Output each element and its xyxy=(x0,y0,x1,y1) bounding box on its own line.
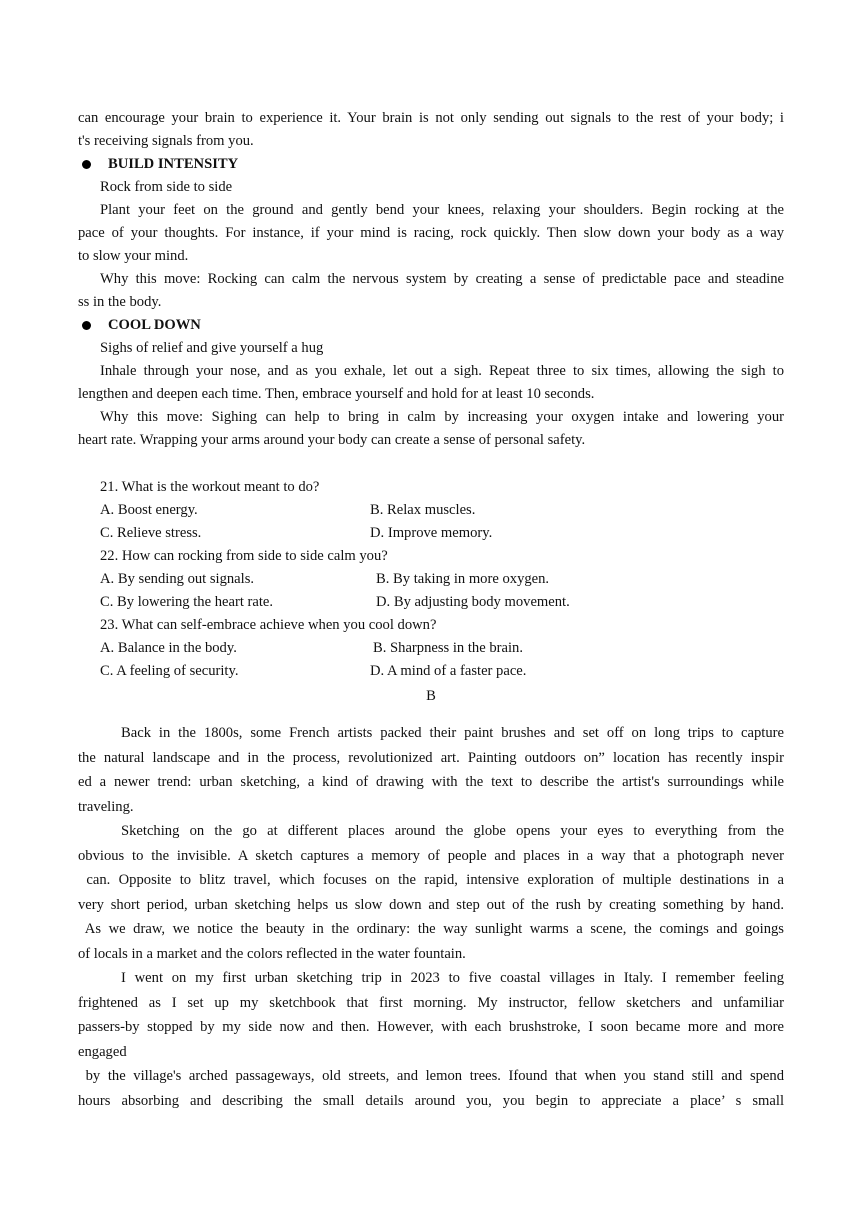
passage-b-p2-line-5: As we draw, we notice the beauty in the ordinary: the way sunlight warms a scene, the comings and goings xyxy=(78,921,784,937)
question-23-option-a: A. Balance in the body. xyxy=(100,640,237,656)
passage-b-p1-line-3: ed a newer trend: urban sketching, a kind of drawing with the text to describe the artist's surroundings while xyxy=(78,774,784,790)
passage-b-p2-line-4: very short period, urban sketching helps us slow down and step out of the rush by creating something by hand. xyxy=(78,897,784,913)
section-subheading: Rock from side to side xyxy=(100,179,233,195)
section1-p2-line-2: ss in the body. xyxy=(78,294,162,310)
section1-p1-line-3: to slow your mind. xyxy=(78,248,189,264)
section2-p1-line-1: Inhale through your nose, and as you exhale, let out a sigh. Repeat three to six times, allowing the sigh to xyxy=(100,363,784,379)
question-21-option-c: C. Relieve stress. xyxy=(100,525,202,541)
question-21: 21. What is the workout meant to do? xyxy=(100,479,320,495)
question-21-option-b: B. Relax muscles. xyxy=(370,502,476,518)
section1-p2-line-1: Why this move: Rocking can calm the nervous system by creating a sense of predictable pace and steadine xyxy=(100,271,784,287)
passage-b-p1-line-1: Back in the 1800s, some French artists packed their paint brushes and set off on long trips to capture xyxy=(121,725,784,741)
passage-b-p3-line-6: hours absorbing and describing the small details around you, you begin to appreciate a place’ s small xyxy=(78,1093,784,1109)
passage-b-p3-line-5: by the village's arched passageways, old streets, and lemon trees. Ifound that when you stand still and spend xyxy=(78,1068,784,1084)
passage-b-p3-line-1: I went on my first urban sketching trip in 2023 to five coastal villages in Italy. I remember feeling xyxy=(121,970,784,986)
section2-p2-line-1: Why this move: Sighing can help to bring in calm by increasing your oxygen intake and lowering your xyxy=(100,409,784,425)
passage-b-p3-line-3: passers-by stopped by my side now and then. However, with each brushstroke, I soon became more and more xyxy=(78,1019,784,1035)
passage-b-p2-line-1: Sketching on the go at different places around the globe opens your eyes to everything from the xyxy=(121,823,784,839)
passage-b-p2-line-3: can. Opposite to blitz travel, which focuses on the rapid, intensive exploration of multiple destinations in a xyxy=(78,872,784,888)
passage-label: B xyxy=(426,688,436,704)
question-21-option-a: A. Boost energy. xyxy=(100,502,198,518)
section1-p1-line-2: pace of your thoughts. For instance, if your mind is racing, rock quickly. Then slow down your body as a way xyxy=(78,225,784,241)
question-22-option-d: D. By adjusting body movement. xyxy=(376,594,570,610)
section1-p1-line-1: Plant your feet on the ground and gently bend your knees, relaxing your shoulders. Begin rocking at the xyxy=(100,202,784,218)
passage-b-p3-line-4: engaged xyxy=(78,1044,127,1060)
question-23-option-b: B. Sharpness in the brain. xyxy=(373,640,523,656)
question-23-option-c: C. A feeling of security. xyxy=(100,663,239,679)
section2-p1-line-2: lengthen and deepen each time. Then, embrace yourself and hold for at least 10 seconds. xyxy=(78,386,595,402)
section-heading-cool-down: COOL DOWN xyxy=(108,317,201,333)
section-subheading: Sighs of relief and give yourself a hug xyxy=(100,340,324,356)
question-22-option-a: A. By sending out signals. xyxy=(100,571,255,587)
passage-b-p2-line-2: obvious to the invisible. A sketch captures a memory of people and places in a way that a photograph never xyxy=(78,848,784,864)
question-23: 23. What can self-embrace achieve when you cool down? xyxy=(100,617,437,633)
passage-b-p3-line-2: frightened as I set up my sketchbook that first morning. My instructor, fellow sketchers and unfamiliar xyxy=(78,995,784,1011)
section-heading-build-intensity: BUILD INTENSITY xyxy=(108,156,239,172)
question-21-option-d: D. Improve memory. xyxy=(370,525,493,541)
question-22-option-b: B. By taking in more oxygen. xyxy=(376,571,550,587)
passage-b-p1-line-4: traveling. xyxy=(78,799,134,815)
question-23-option-d: D. A mind of a faster pace. xyxy=(370,663,527,679)
intro-line-2: t's receiving signals from you. xyxy=(78,133,254,149)
passage-b-p1-line-2: the natural landscape and in the process, revolutionized art. Painting outdoors on” location has recently inspir xyxy=(78,750,784,766)
question-22-option-c: C. By lowering the heart rate. xyxy=(100,594,274,610)
section2-p2-line-2: heart rate. Wrapping your arms around your body can create a sense of personal safety. xyxy=(78,432,586,448)
passage-b-p2-line-6: of locals in a market and the colors reflected in the water fountain. xyxy=(78,946,466,962)
bullet-icon xyxy=(82,321,91,330)
bullet-icon xyxy=(82,160,91,169)
intro-line-1: can encourage your brain to experience it. Your brain is not only sending out signals to the rest of your body; i xyxy=(78,110,784,126)
question-22: 22. How can rocking from side to side calm you? xyxy=(100,548,388,564)
